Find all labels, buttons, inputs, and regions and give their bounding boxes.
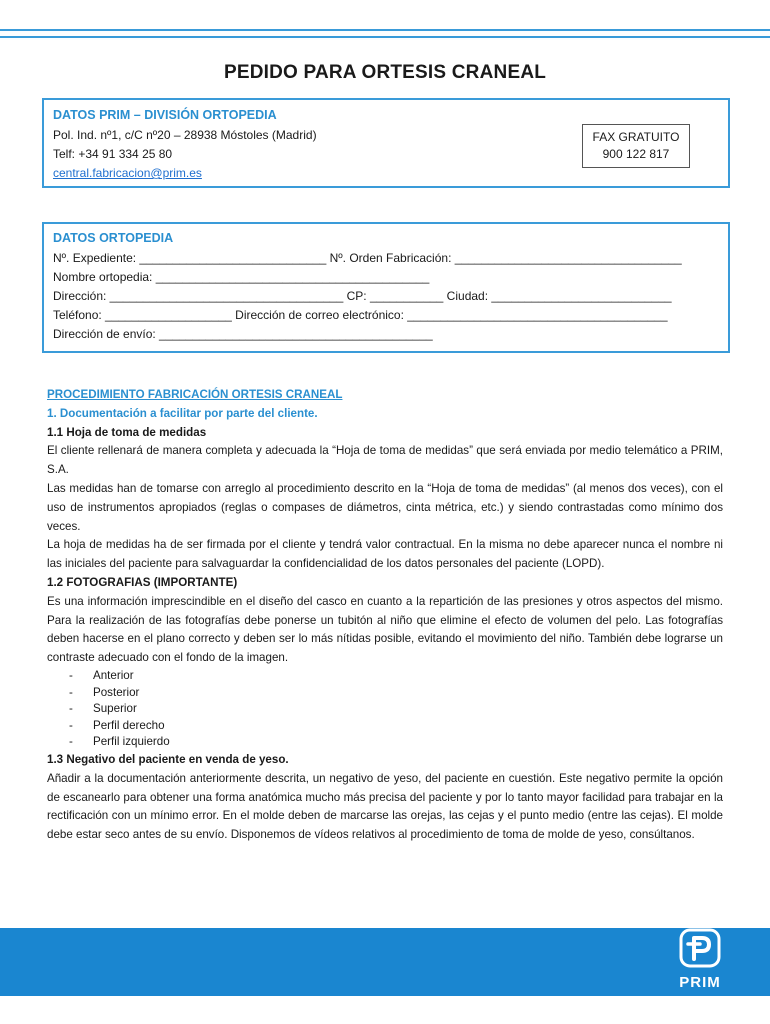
page-title: PEDIDO PARA ORTESIS CRANEAL — [223, 62, 547, 83]
direccion-field[interactable]: Dirección: ___________________________________ CP: ___________ Ciudad: ___________________________ — [53, 289, 672, 303]
section-1-1-heading: 1.1 Hoja de toma de medidas — [47, 425, 207, 439]
section-1-3-paragraph: Añadir a la documentación anteriormente descrita, un negativo de yeso, del paciente en cuestión. Este negativo permite la opción de escanearlo para obtener una forma anatómica mucho más precisa del paciente y por lo tanto mayor facilidad para trabajar en la rectificación con un mínimo error. En el molde deben de marcarse las orejas, las cejas y el punto medio (entre las cejas). El molde debe estar seco antes de su envío. Disponemos de vídeos relativos al procedimiento de toma de molde de yeso, consúltanos. — [47, 771, 723, 842]
section-1-3-heading: 1.3 Negativo del paciente en venda de yeso. — [47, 752, 289, 766]
list-item: - Perfil derecho — [69, 718, 723, 735]
telefono-field[interactable]: Teléfono: ___________________ Dirección de correo electrónico: _______________________________________ — [53, 308, 668, 322]
list-item: - Anterior — [69, 668, 723, 685]
expediente-field[interactable]: Nº. Expediente: ____________________________ Nº. Orden Fabricación: __________________________________ — [53, 251, 682, 265]
footer-band — [0, 928, 770, 996]
fax-box — [582, 124, 690, 168]
list-item: - Superior — [69, 701, 723, 718]
section-1-heading: 1. Documentación a facilitar por parte del cliente. — [47, 406, 318, 420]
section-1-1-paragraph: El cliente rellenará de manera completa y adecuada la “Hoja de toma de medidas” que será enviada por medio telemático a PRIM, S.A. — [47, 444, 723, 477]
section-1-2-paragraph: Es una información imprescindible en el diseño del casco en cuanto a la repartición de las presiones y otros aspectos del mismo. Para la realización de las fotografías debe ponerse un tubitón al niño que elimine el efecto de volumen del pelo. Las fotografías deben hacerse en el plano correcto y deben ser lo más nítidas posible, evitando el movimiento del niño. También debe lograrse un contraste adecuado con el fondo de la imagen. — [47, 594, 723, 665]
list-item: - Posterior — [69, 685, 723, 702]
ortopedia-data-box — [42, 222, 730, 353]
top-rule — [0, 36, 770, 38]
direccion-envio-field[interactable]: Dirección de envío: _________________________________________ — [53, 327, 433, 341]
top-rule — [0, 29, 770, 31]
prim-phone: Telf: +34 91 334 25 80 — [53, 147, 173, 161]
section-1-1-paragraph: Las medidas han de tomarse con arreglo al procedimiento descrito en la “Hoja de toma de medidas” (al menos dos veces), con el uso de instrumentos apropiados (reglas o compases de diámetros, cinta métrica, etc.) y siendo contrastadas como mínimo dos veces. — [47, 481, 723, 533]
prim-email-link[interactable]: central.fabricacion@prim.es — [53, 166, 202, 180]
fax-label: FAX GRATUITO — [592, 130, 680, 144]
prim-logo-icon — [678, 928, 722, 968]
section-1-1-paragraph: La hoja de medidas ha de ser firmada por el cliente y tendrá valor contractual. En la misma no debe aparecer nunca el nombre ni las iniciales del paciente para salvaguardar la confidencialidad de los datos personales del paciente (LOPD). — [47, 538, 723, 571]
prim-data-box — [42, 98, 730, 188]
procedure-section — [47, 386, 723, 845]
ortopedia-box-heading: DATOS ORTOPEDIA — [53, 231, 174, 245]
prim-address: Pol. Ind. nº1, c/C nº20 – 28938 Móstoles (Madrid) — [53, 128, 317, 142]
nombre-ortopedia-field[interactable]: Nombre ortopedia: _________________________________________ — [53, 270, 430, 284]
prim-box-heading: DATOS PRIM – DIVISIÓN ORTOPEDIA — [53, 108, 277, 122]
photo-list — [47, 668, 723, 751]
section-1-2-heading: 1.2 FOTOGRAFIAS (IMPORTANTE) — [47, 575, 238, 589]
list-item: - Perfil izquierdo — [69, 734, 723, 751]
procedure-heading: PROCEDIMIENTO FABRICACIÓN ORTESIS CRANEAL — [47, 388, 343, 401]
fax-number: 900 122 817 — [602, 147, 670, 161]
prim-logo-text: PRIM — [679, 974, 721, 991]
